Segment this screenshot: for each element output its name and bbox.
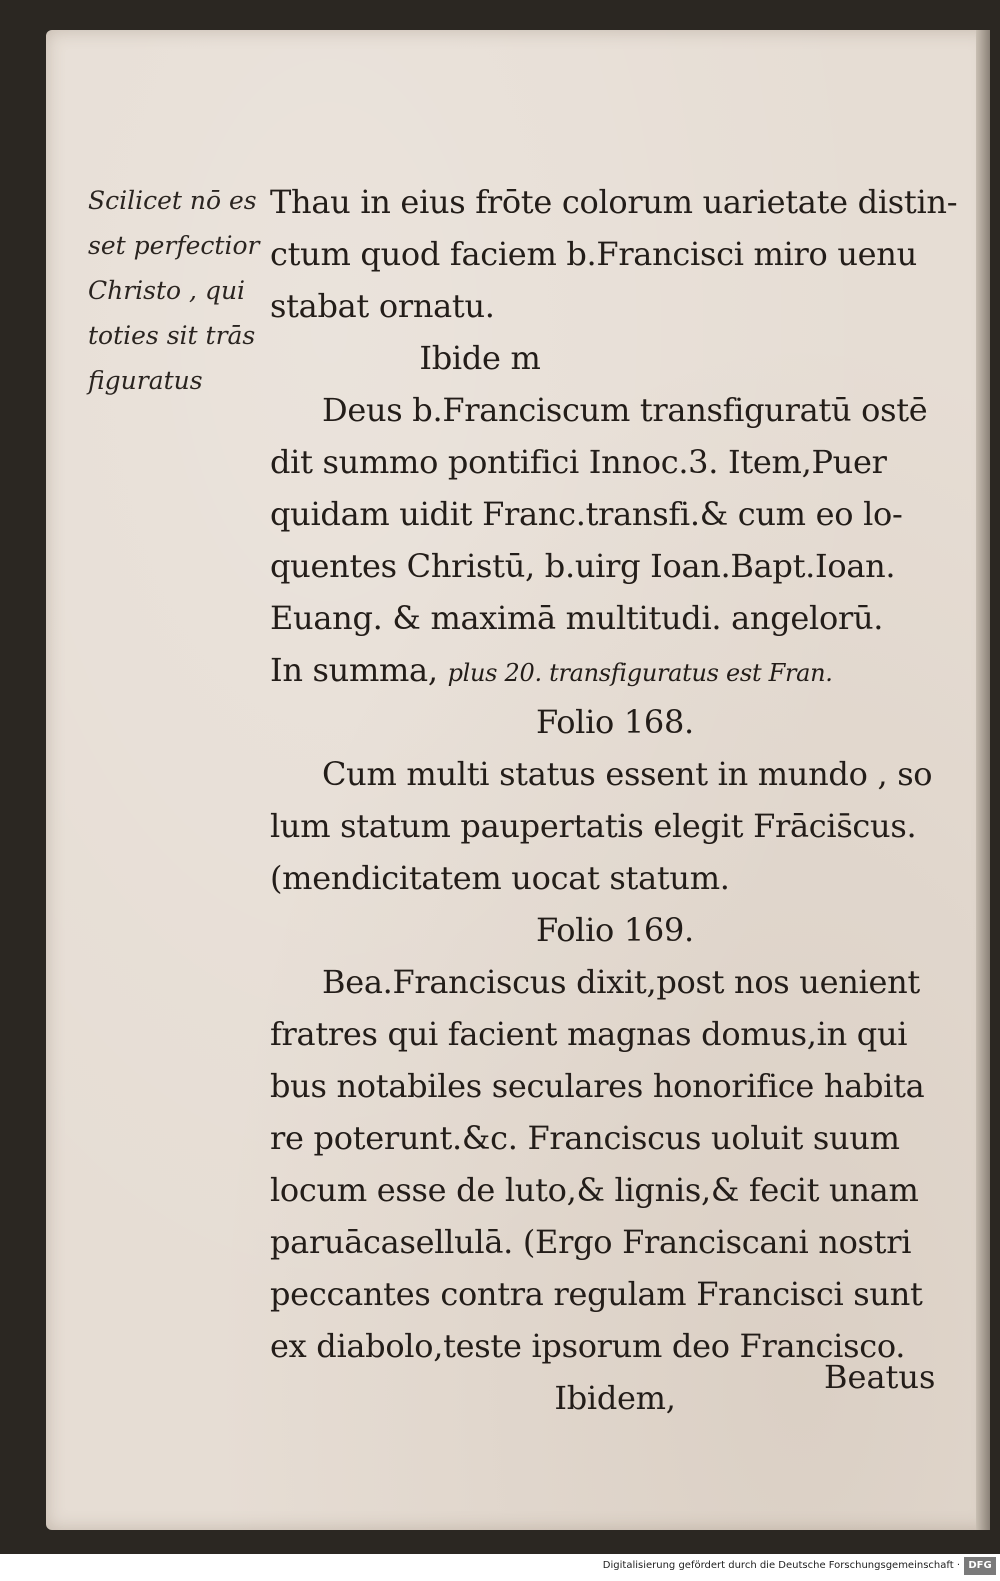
margin-line: Scilicet nō es	[88, 186, 257, 215]
text-segment: In summa,	[270, 651, 448, 689]
section-heading: Folio 168.	[536, 703, 694, 741]
text-line: Bea.Franciscus dixit,post nos uenient	[322, 963, 920, 1001]
dfg-logo: DFG	[964, 1557, 996, 1575]
italic-segment: plus 20. transfiguratus est Fran.	[447, 659, 833, 687]
text-line: quentes Christū, b.uirg Ioan.Bapt.Ioan.	[270, 547, 896, 585]
margin-line: figuratus	[88, 366, 203, 395]
catchword: Beatus	[824, 1358, 936, 1396]
section-heading: Folio 169.	[536, 911, 694, 949]
footer-bar	[0, 1554, 1000, 1581]
margin-line: set perfectior	[88, 231, 260, 260]
page-edge	[976, 30, 990, 1530]
margin-line: Christo , qui	[88, 276, 246, 305]
section-heading: Ibide m	[419, 339, 541, 377]
text-line: Cum multi status essent in mundo , so	[322, 755, 933, 793]
section-heading: Ibidem,	[554, 1379, 676, 1417]
text-line: lum statum paupertatis elegit Frācis̄cus.	[270, 807, 917, 845]
text-line: ex diabolo,teste ipsorum deo Francisco.	[270, 1327, 906, 1365]
text-line: Deus b.Franciscum transfiguratū ostē	[322, 391, 928, 429]
text-line: quidam uidit Franc.transfi.& cum eo lo-	[270, 495, 903, 533]
text-line: Thau in eius frōte colorum uarietate distin-	[270, 183, 958, 221]
main-text-block	[270, 176, 960, 1424]
text-line: fratres qui facient magnas domus,in qui	[270, 1015, 908, 1053]
text-line: locum esse de luto,& lignis,& fecit unam	[270, 1171, 919, 1209]
text-line: re poterunt.&c. Franciscus uoluit suum	[270, 1119, 900, 1157]
text-line: stabat ornatu.	[270, 287, 495, 325]
text-line	[270, 644, 960, 696]
text-line: ctum quod faciem b.Francisci miro uenu	[270, 235, 917, 273]
text-line: paruācasellulā. (Ergo Franciscani nostri	[270, 1223, 912, 1261]
footer-credit: Digitalisierung gefördert durch die Deutsche Forschungsgemeinschaft ·	[602, 1560, 960, 1571]
text-line: Euang. & maximā multitudi. angelorū.	[270, 599, 884, 637]
margin-line: toties sit trās	[88, 321, 256, 350]
text-line: peccantes contra regulam Francisci sunt	[270, 1275, 923, 1313]
text-line: dit summo pontifici Innoc.3. Item,Puer	[270, 443, 887, 481]
text-line: bus notabiles seculares honorifice habita	[270, 1067, 925, 1105]
text-line: (mendicitatem uocat statum.	[270, 859, 730, 897]
